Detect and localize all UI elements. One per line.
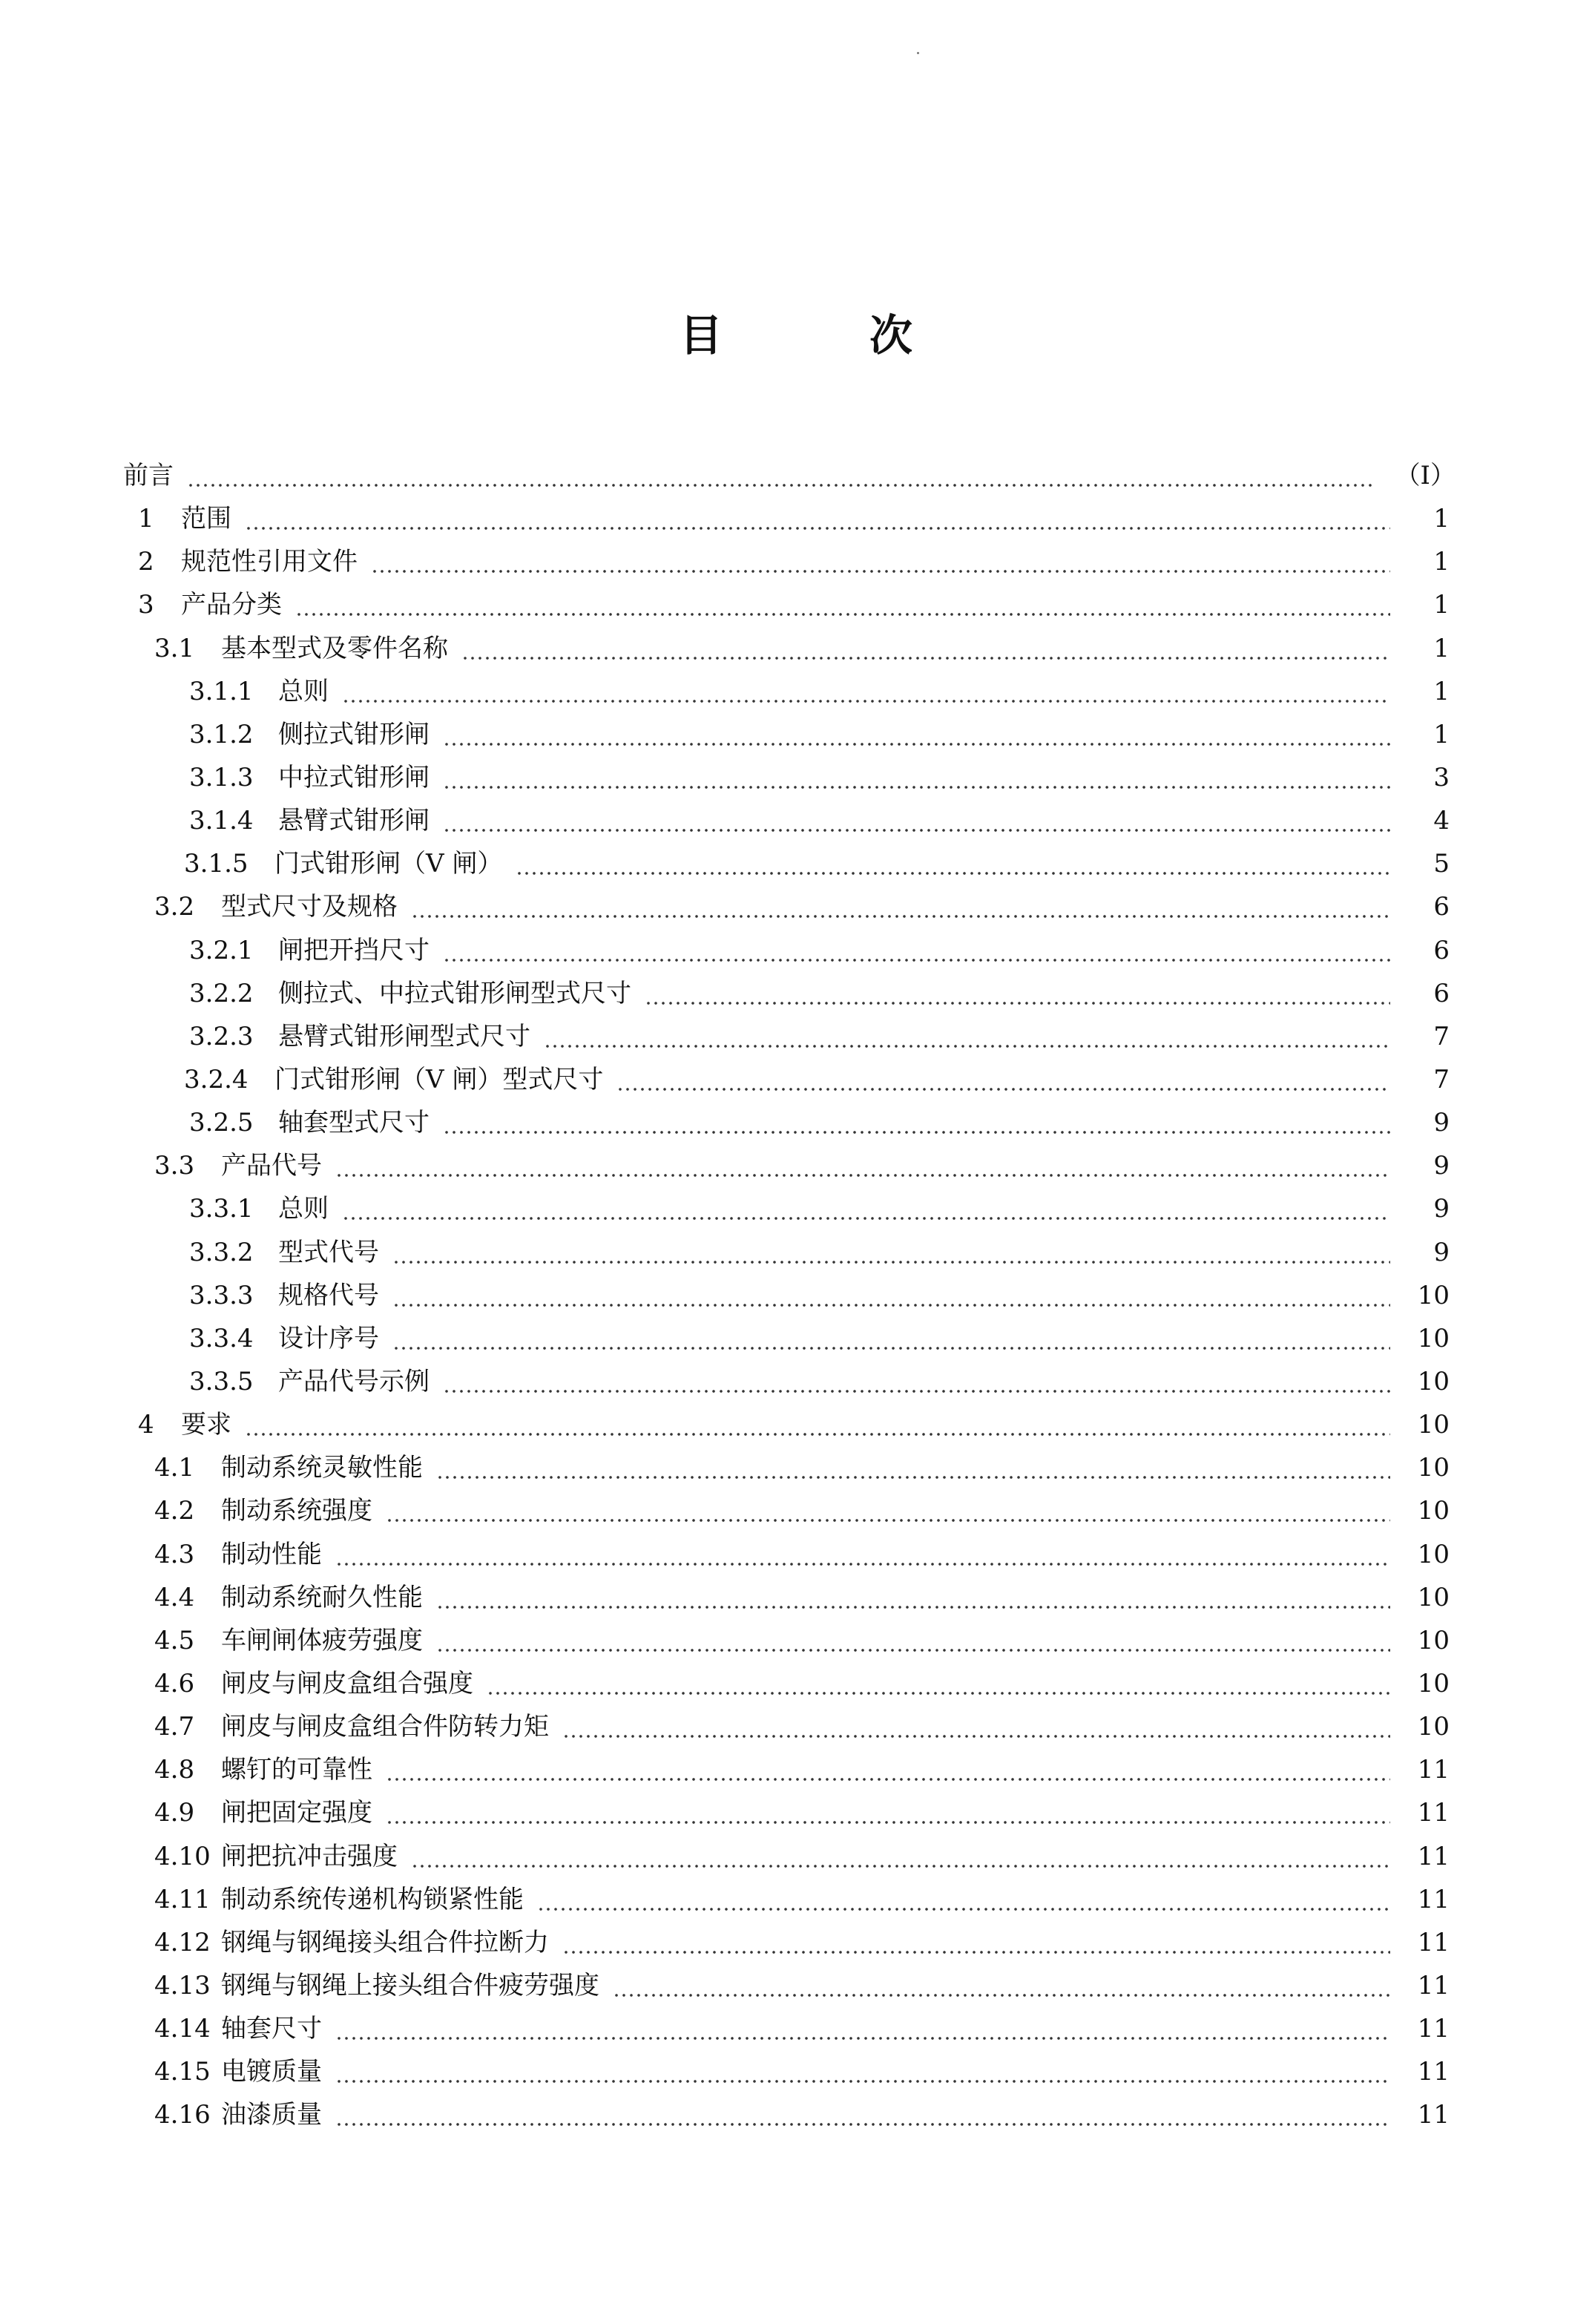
toc-entry[interactable] — [0, 1144, 1592, 1187]
toc-entry-page-number: 1 — [1433, 504, 1450, 534]
toc-entry[interactable] — [0, 1748, 1592, 1791]
toc-entry-title: 车闸闸体疲劳强度 — [221, 1625, 423, 1655]
toc-entry-number: 3.3.2 — [189, 1237, 254, 1267]
toc-entry[interactable] — [0, 1101, 1592, 1144]
toc-entry-number: 3.1.3 — [189, 763, 254, 793]
dot-leader — [386, 1498, 1390, 1523]
toc-entry[interactable] — [0, 1274, 1592, 1317]
toc-entry[interactable] — [0, 1403, 1592, 1446]
toc-entry[interactable] — [0, 1791, 1592, 1834]
dot-leader — [411, 894, 1390, 919]
toc-entry-page-number: 11 — [1417, 1970, 1450, 2000]
toc-entry-title: 油漆质量 — [221, 2100, 322, 2130]
toc-entry-number: 4.1 — [154, 1453, 195, 1483]
toc-entry-title: 门式钳形闸（V 闸） — [274, 849, 503, 879]
toc-entry-page-number: 5 — [1433, 849, 1450, 879]
dot-leader — [613, 1973, 1390, 1998]
toc-entry-page-number: 10 — [1417, 1582, 1450, 1612]
toc-entry-page-number: 11 — [1417, 2057, 1450, 2087]
toc-entry[interactable] — [0, 1187, 1592, 1230]
toc-entry-page-number: 9 — [1433, 1108, 1450, 1138]
toc-entry-title: 门式钳形闸（V 闸）型式尺寸 — [274, 1065, 604, 1095]
toc-entry-page-number: 11 — [1417, 1884, 1450, 1914]
dot-leader — [392, 1326, 1390, 1351]
toc-entry-title: 钢绳与钢绳上接头组合件疲劳强度 — [221, 1970, 599, 2000]
toc-entry[interactable] — [0, 1015, 1592, 1058]
toc-entry-title: 规格代号 — [278, 1280, 379, 1310]
toc-entry[interactable] — [0, 929, 1592, 972]
toc-entry[interactable] — [0, 713, 1592, 756]
toc-entry-title: 闸皮与闸皮盒组合强度 — [221, 1669, 473, 1698]
toc-entry[interactable] — [0, 1058, 1592, 1101]
toc-entry-page-number: 6 — [1433, 892, 1450, 922]
dot-leader — [562, 1714, 1390, 1739]
toc-entry-title: 悬臂式钳形闸型式尺寸 — [278, 1021, 530, 1051]
toc-entry-page-number: 1 — [1433, 676, 1450, 706]
dot-leader — [443, 765, 1390, 790]
dot-leader — [443, 808, 1390, 833]
dot-leader — [411, 1844, 1390, 1869]
dot-leader — [537, 1887, 1390, 1912]
toc-entry-number: 4 — [138, 1410, 154, 1440]
toc-entry-title: 电镀质量 — [221, 2057, 322, 2087]
toc-entry-title: 闸把固定强度 — [221, 1798, 372, 1828]
toc-entry[interactable] — [0, 1619, 1592, 1662]
toc-entry-number: 4.10 — [154, 1841, 211, 1871]
toc-entry[interactable] — [0, 842, 1592, 885]
toc-entry-number: 4.2 — [154, 1496, 195, 1526]
toc-entry[interactable] — [0, 540, 1592, 583]
toc-entry-title: 型式代号 — [278, 1237, 379, 1267]
dot-leader — [245, 1412, 1390, 1437]
toc-entry[interactable] — [0, 1576, 1592, 1619]
toc-entry-page-number: 4 — [1433, 806, 1450, 836]
dot-leader — [443, 938, 1390, 963]
toc-entry-number: 4.3 — [154, 1539, 195, 1569]
table-of-contents — [0, 454, 1592, 2136]
dot-leader — [443, 722, 1390, 747]
toc-entry[interactable] — [0, 1705, 1592, 1748]
toc-entry[interactable] — [0, 1317, 1592, 1360]
toc-entry-title: 闸把开挡尺寸 — [278, 935, 430, 965]
dot-leader — [544, 1024, 1390, 1049]
toc-entry-page-number: 11 — [1417, 1841, 1450, 1871]
toc-entry-title: 中拉式钳形闸 — [278, 763, 430, 793]
toc-entry-number: 3.1 — [154, 633, 195, 663]
toc-entry-number: 3 — [138, 590, 154, 620]
toc-entry-number: 4.12 — [154, 1927, 211, 1957]
toc-entry-number: 3.1.4 — [189, 806, 254, 836]
dot-leader — [443, 1369, 1390, 1394]
dot-leader — [436, 1585, 1390, 1610]
toc-entry[interactable] — [0, 1446, 1592, 1489]
toc-entry-page-number: 10 — [1417, 1712, 1450, 1742]
toc-entry-title: 闸把抗冲击强度 — [221, 1841, 398, 1871]
toc-entry-title: 型式尺寸及规格 — [221, 892, 398, 922]
toc-entry[interactable] — [0, 1878, 1592, 1921]
toc-entry-page-number: 10 — [1417, 1669, 1450, 1698]
toc-entry-number: 3.2.3 — [189, 1021, 254, 1051]
dot-leader — [461, 636, 1390, 661]
toc-entry-page-number: 11 — [1417, 2014, 1450, 2044]
toc-entry-title: 轴套型式尺寸 — [278, 1108, 430, 1138]
toc-entry-page-number: 11 — [1417, 1798, 1450, 1828]
toc-entry-number: 3.2 — [154, 892, 195, 922]
toc-entry-number: 4.8 — [154, 1755, 195, 1785]
toc-entry[interactable] — [0, 1921, 1592, 1964]
toc-entry-number: 3.1.1 — [189, 676, 254, 706]
toc-entry-title: 螺钉的可靠性 — [221, 1755, 372, 1785]
toc-entry-page-number: 10 — [1417, 1453, 1450, 1483]
toc-entry-title: 总则 — [278, 1194, 329, 1224]
toc-entry[interactable] — [0, 1662, 1592, 1705]
toc-entry-page-number: 11 — [1417, 1927, 1450, 1957]
toc-entry[interactable] — [0, 1489, 1592, 1532]
dot-leader — [295, 592, 1390, 617]
toc-entry-page-number: 1 — [1433, 719, 1450, 749]
toc-entry-title: 基本型式及零件名称 — [221, 633, 448, 663]
toc-entry-title: 产品代号示例 — [278, 1367, 430, 1397]
dot-leader — [392, 1240, 1390, 1265]
toc-entry[interactable] — [0, 799, 1592, 842]
page-title: 目 次 — [679, 310, 964, 361]
dot-leader — [386, 1800, 1390, 1825]
toc-entry-page-number: 9 — [1433, 1194, 1450, 1224]
scan-speck — [917, 52, 919, 54]
dot-leader — [342, 1196, 1390, 1221]
toc-entry-number: 3.3.3 — [189, 1280, 254, 1310]
toc-entry-number: 3.3 — [154, 1151, 195, 1181]
toc-entry-number: 4.6 — [154, 1669, 195, 1698]
toc-entry-page-number: 7 — [1433, 1021, 1450, 1051]
toc-entry-number: 3.2.1 — [189, 935, 254, 965]
toc-entry-title: 制动系统强度 — [221, 1496, 372, 1526]
toc-entry-title: 设计序号 — [278, 1323, 379, 1353]
dot-leader — [245, 506, 1390, 531]
toc-entry-page-number: 3 — [1433, 763, 1450, 793]
toc-entry-page-number: 11 — [1417, 2100, 1450, 2130]
toc-entry-number: 3.3.5 — [189, 1367, 254, 1397]
toc-entry[interactable] — [0, 2007, 1592, 2050]
toc-entry-page-number: 10 — [1417, 1410, 1450, 1440]
toc-entry-number: 4.11 — [154, 1884, 211, 1914]
toc-entry-number: 2 — [138, 547, 154, 577]
toc-entry-title: 范围 — [181, 504, 231, 534]
toc-entry-number: 1 — [138, 504, 154, 534]
toc-entry-title: 制动性能 — [221, 1539, 322, 1569]
toc-entry-page-number: 10 — [1417, 1625, 1450, 1655]
toc-entry-title: 规范性引用文件 — [181, 547, 358, 577]
toc-entry-number: 3.2.2 — [189, 978, 254, 1008]
toc-entry[interactable] — [0, 670, 1592, 713]
toc-entry-title: 闸皮与闸皮盒组合件防转力矩 — [221, 1712, 549, 1742]
toc-entry-number: 4.7 — [154, 1712, 195, 1742]
dot-leader — [436, 1628, 1390, 1653]
dot-leader — [616, 1067, 1390, 1092]
dot-leader — [487, 1671, 1390, 1696]
dot-leader — [386, 1757, 1390, 1782]
toc-entry[interactable] — [0, 627, 1592, 670]
toc-entry-page-number: 6 — [1433, 978, 1450, 1008]
toc-entry-page-number: 10 — [1417, 1367, 1450, 1397]
toc-entry-number: 3.2.4 — [184, 1065, 249, 1095]
toc-entry-number: 4.4 — [154, 1582, 195, 1612]
toc-entry-number: 4.13 — [154, 1970, 211, 2000]
toc-entry-number: 3.1.5 — [184, 849, 249, 879]
toc-entry-page-number: 6 — [1433, 935, 1450, 965]
toc-entry[interactable] — [0, 1360, 1592, 1403]
toc-entry-title: 总则 — [278, 676, 329, 706]
dot-leader — [645, 981, 1390, 1006]
toc-entry-title: 侧拉式钳形闸 — [278, 719, 430, 749]
dot-leader — [335, 1542, 1390, 1567]
toc-entry-title: 产品代号 — [221, 1151, 322, 1181]
toc-entry-title: 轴套尺寸 — [221, 2014, 322, 2044]
toc-entry[interactable] — [0, 2093, 1592, 2136]
toc-entry[interactable] — [0, 1835, 1592, 1878]
toc-entry-page-number: 11 — [1417, 1755, 1450, 1785]
toc-entry-page-number: 7 — [1433, 1065, 1450, 1095]
dot-leader — [392, 1283, 1390, 1308]
toc-entry-number: 3.1.2 — [189, 719, 254, 749]
toc-entry[interactable] — [0, 583, 1592, 626]
toc-entry-number: 4.9 — [154, 1798, 195, 1828]
toc-entry-number: 4.15 — [154, 2057, 211, 2087]
dot-leader — [436, 1455, 1390, 1480]
toc-entry-number: 3.3.4 — [189, 1323, 254, 1353]
toc-entry-page-number: （Ⅰ） — [1395, 461, 1456, 491]
toc-entry-number: 4.5 — [154, 1625, 195, 1655]
toc-entry-page-number: 10 — [1417, 1539, 1450, 1569]
toc-entry-page-number: 10 — [1417, 1280, 1450, 1310]
dot-leader — [187, 463, 1374, 488]
toc-entry-title: 钢绳与钢绳接头组合件拉断力 — [221, 1927, 549, 1957]
dot-leader — [335, 2102, 1390, 2127]
toc-entry-page-number: 1 — [1433, 633, 1450, 663]
toc-entry-title: 制动系统耐久性能 — [221, 1582, 423, 1612]
dot-leader — [335, 2059, 1390, 2084]
toc-entry-number: 4.16 — [154, 2100, 211, 2130]
dot-leader — [335, 2016, 1390, 2041]
toc-entry-title: 产品分类 — [181, 590, 282, 620]
dot-leader — [335, 1153, 1390, 1178]
toc-entry[interactable] — [0, 1231, 1592, 1274]
toc-entry-title: 制动系统传递机构锁紧性能 — [221, 1884, 524, 1914]
toc-entry-page-number: 1 — [1433, 547, 1450, 577]
toc-entry-title: 悬臂式钳形闸 — [278, 806, 430, 836]
toc-entry-title: 前言 — [123, 461, 174, 491]
dot-leader — [371, 549, 1390, 574]
toc-entry[interactable] — [0, 2050, 1592, 2093]
toc-entry[interactable] — [0, 972, 1592, 1015]
dot-leader — [516, 851, 1390, 876]
toc-entry[interactable] — [0, 497, 1592, 540]
toc-entry-title: 制动系统灵敏性能 — [221, 1453, 423, 1483]
dot-leader — [443, 1110, 1390, 1135]
toc-entry-number: 4.14 — [154, 2014, 211, 2044]
toc-entry[interactable] — [0, 1533, 1592, 1576]
toc-entry[interactable] — [0, 885, 1592, 928]
toc-entry-page-number: 10 — [1417, 1323, 1450, 1353]
toc-entry-title: 要求 — [181, 1410, 231, 1440]
dot-leader — [562, 1930, 1390, 1955]
toc-entry-page-number: 9 — [1433, 1237, 1450, 1267]
toc-entry-title: 侧拉式、中拉式钳形闸型式尺寸 — [278, 978, 631, 1008]
dot-leader — [342, 679, 1390, 704]
toc-entry-number: 3.3.1 — [189, 1194, 254, 1224]
toc-entry-page-number: 1 — [1433, 590, 1450, 620]
toc-entry[interactable] — [0, 1964, 1592, 2007]
toc-entry-page-number: 10 — [1417, 1496, 1450, 1526]
toc-entry[interactable] — [0, 454, 1592, 497]
toc-entry-page-number: 9 — [1433, 1151, 1450, 1181]
toc-entry[interactable] — [0, 756, 1592, 799]
toc-entry-number: 3.2.5 — [189, 1108, 254, 1138]
